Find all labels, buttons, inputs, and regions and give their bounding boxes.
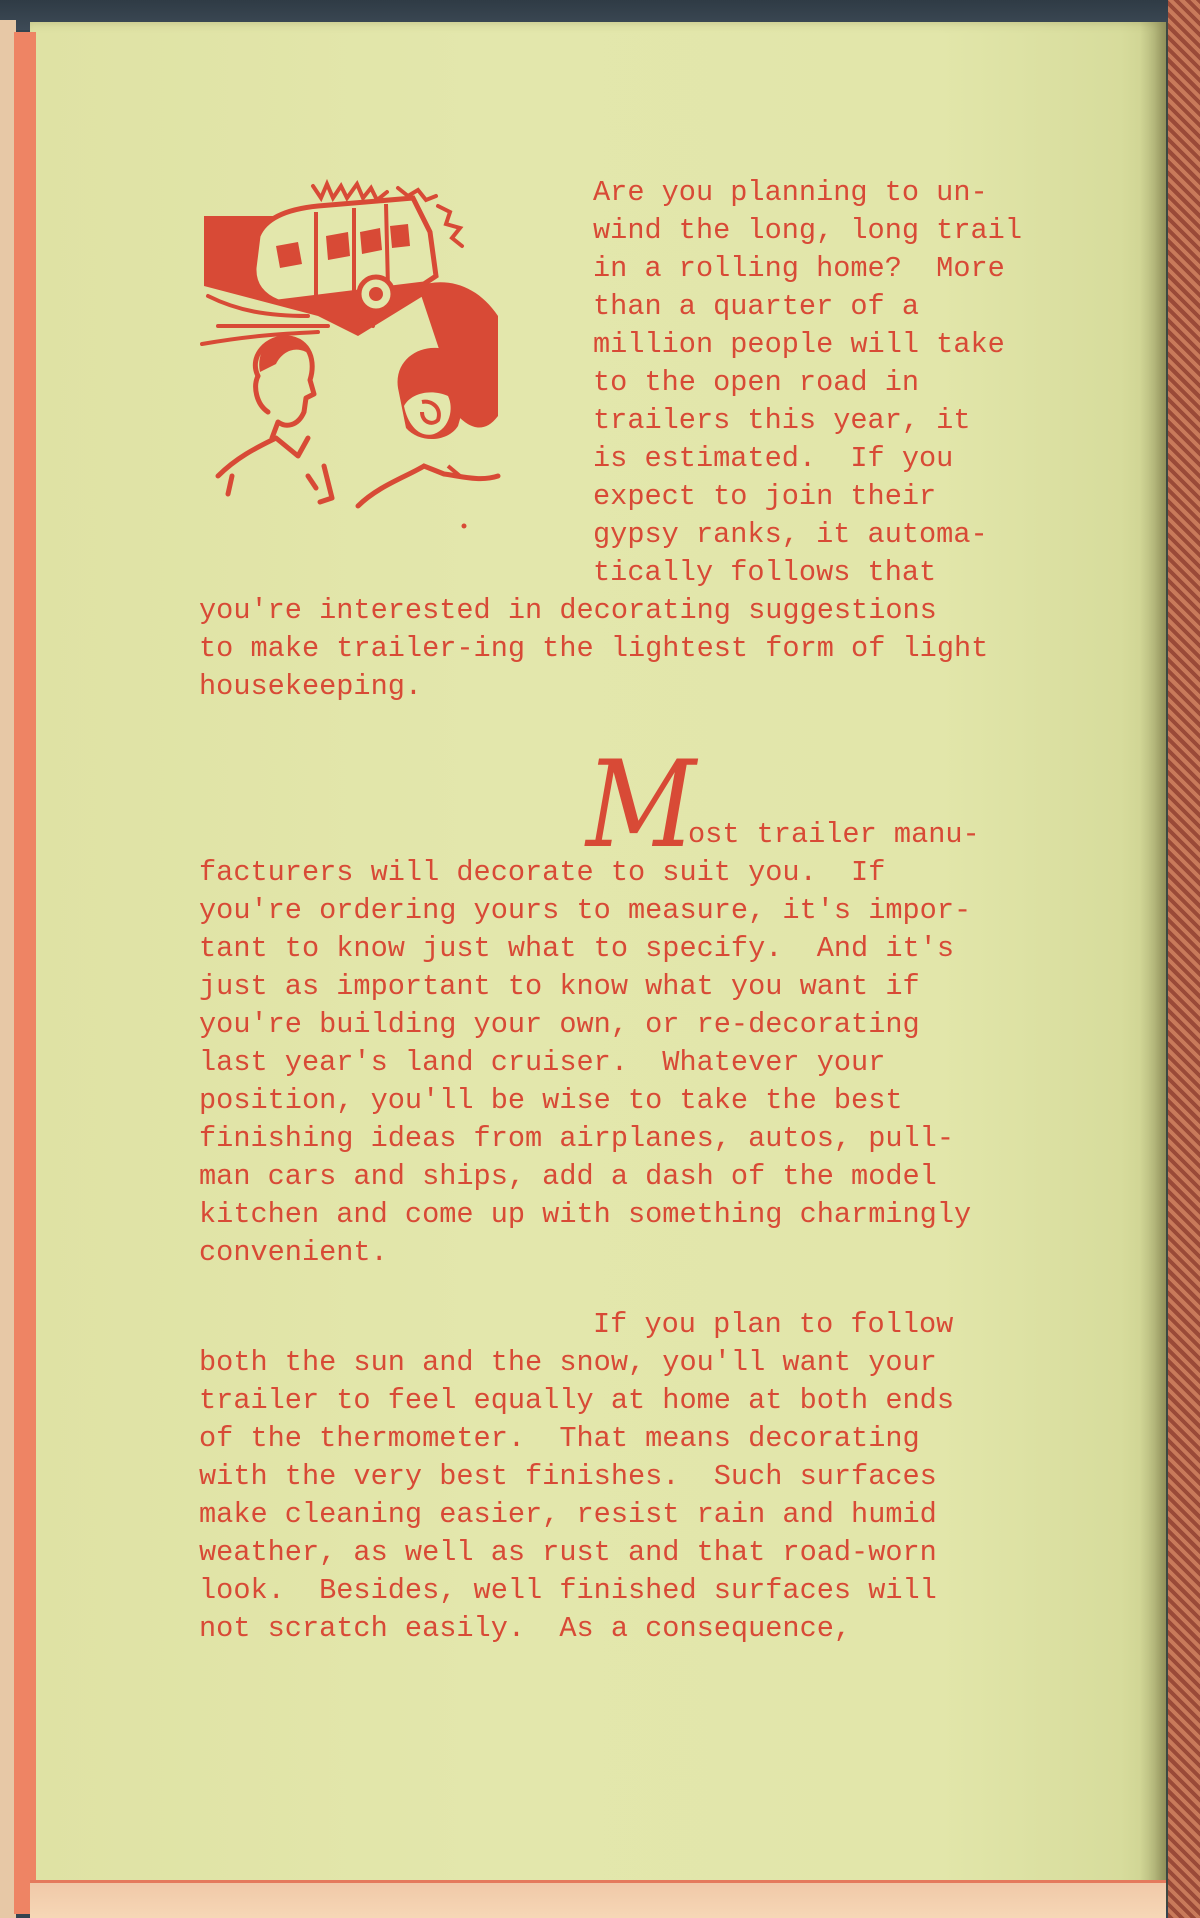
text-line: you're ordering yours to measure, it's impor-: [199, 894, 972, 927]
text-line: last year's land cruiser. Whatever your: [199, 1046, 886, 1079]
text-line: expect to join their: [593, 480, 937, 513]
text-line: man cars and ships, add a dash of the model: [199, 1160, 937, 1193]
text-line: with the very best finishes. Such surfaces: [199, 1460, 937, 1493]
book-cover-right-edge: [1168, 0, 1200, 1918]
text-line: you're interested in decorating suggestions: [199, 594, 937, 627]
text-line: facturers will decorate to suit you. If: [199, 856, 886, 889]
text-line: is estimated. If you: [593, 442, 954, 475]
text-line: million people will take: [593, 328, 1005, 361]
text-line: weather, as well as rust and that road-worn: [199, 1536, 937, 1569]
text-line: kitchen and come up with something charmingly: [199, 1198, 972, 1231]
text-line: convenient.: [199, 1236, 388, 1269]
drop-cap-letter: M: [584, 752, 699, 854]
page-orange-edge: [14, 32, 36, 1914]
text-line: make cleaning easier, resist rain and humid: [199, 1498, 937, 1531]
text-line: to make trailer-ing the lightest form of light: [199, 632, 989, 665]
trailer-couple-illustration-icon: [198, 176, 518, 540]
text-line: you're building your own, or re-decorating: [199, 1008, 920, 1041]
text-line: than a quarter of a: [593, 290, 920, 323]
page-gutter-shadow: [1140, 22, 1168, 1906]
text-line: position, you'll be wise to take the best: [199, 1084, 903, 1117]
text-line: to the open road in: [593, 366, 920, 399]
text-line: If you plan to follow: [593, 1308, 954, 1341]
text-line: ost trailer manu-: [688, 818, 980, 851]
text-line: of the thermometer. That means decorating: [199, 1422, 920, 1455]
text-line: wind the long, long trail: [593, 214, 1022, 247]
text-line: in a rolling home? More: [593, 252, 1005, 285]
text-line: housekeeping.: [199, 670, 423, 703]
text-line: gypsy ranks, it automa-: [593, 518, 988, 551]
text-line: not scratch easily. As a consequence,: [199, 1612, 852, 1645]
text-line: trailers this year, it: [593, 404, 971, 437]
text-line: tically follows that: [593, 556, 937, 589]
text-line: Are you planning to un-: [593, 176, 988, 209]
text-line: look. Besides, well finished surfaces will: [199, 1574, 937, 1607]
text-line: finishing ideas from airplanes, autos, pull-: [199, 1122, 954, 1155]
text-line: just as important to know what you want if: [199, 970, 920, 1003]
page-bottom-edge: [30, 1883, 1166, 1918]
text-line: tant to know just what to specify. And it's: [199, 932, 954, 965]
text-line: trailer to feel equally at home at both ends: [199, 1384, 954, 1417]
text-line: both the sun and the snow, you'll want your: [199, 1346, 937, 1379]
